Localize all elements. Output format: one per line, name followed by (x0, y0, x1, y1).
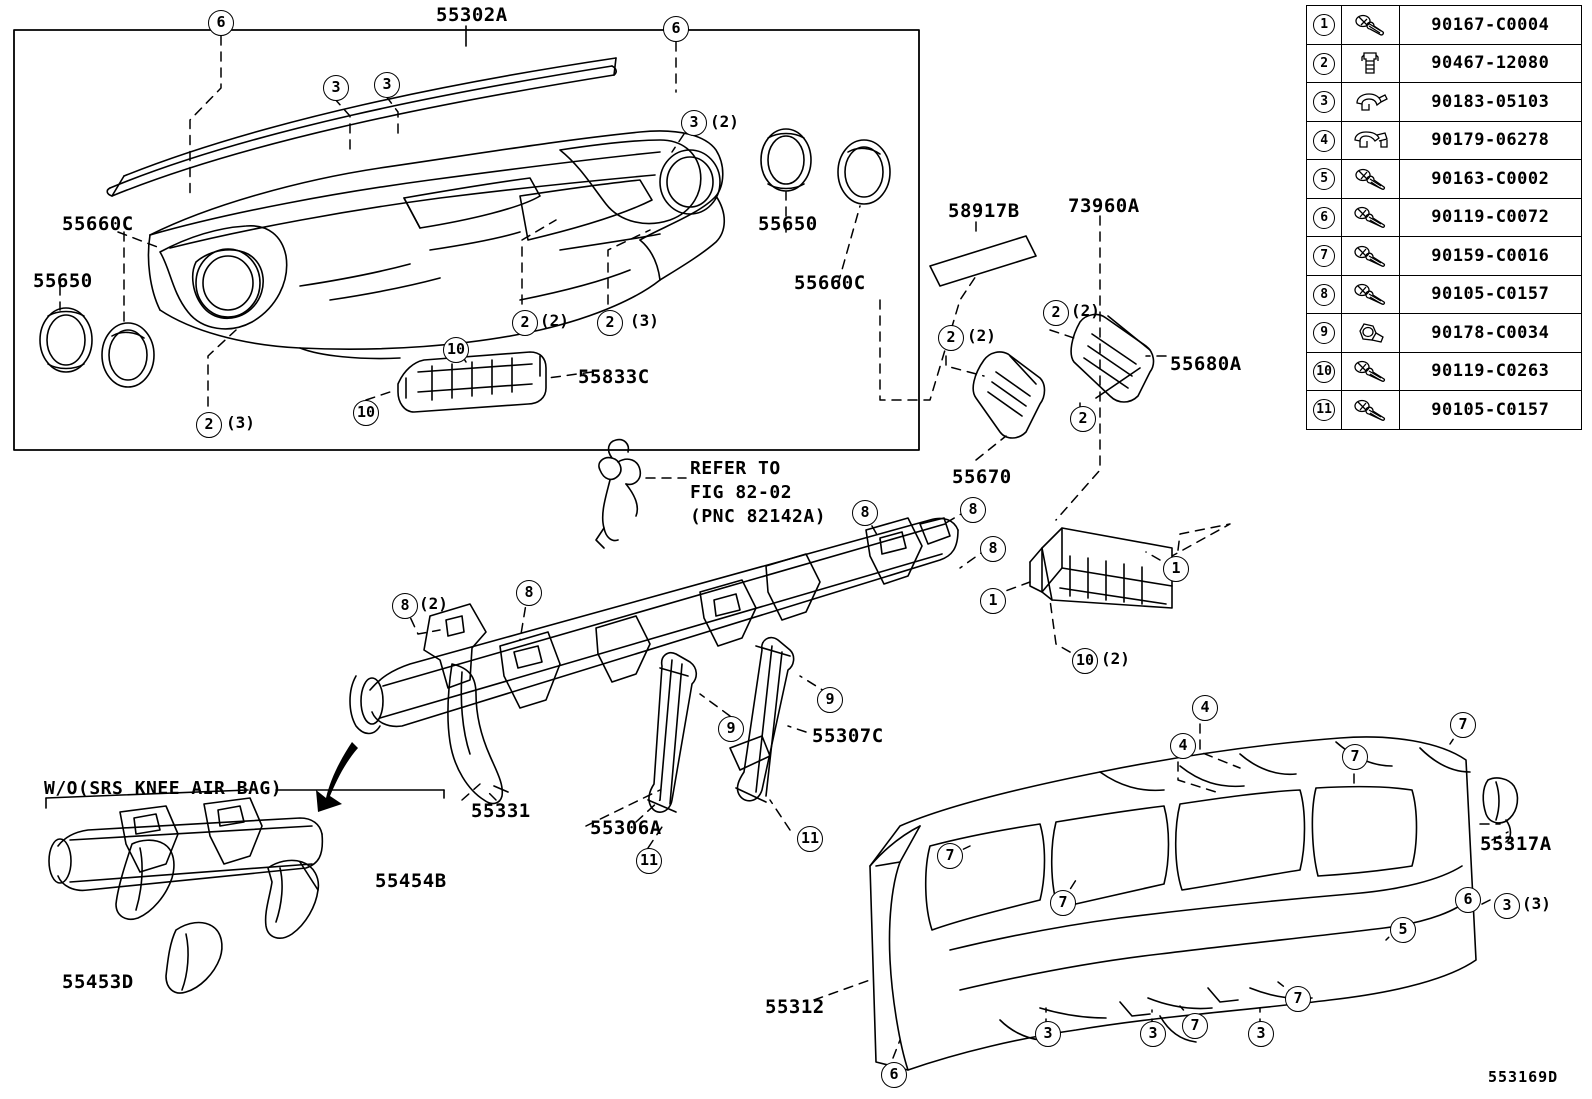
row-number-cell (1307, 198, 1342, 237)
callout-7[interactable]: 7 (1182, 1013, 1208, 1039)
clip-bracket-icon-glyph (1349, 127, 1391, 153)
callout-3[interactable]: 3 (374, 72, 400, 98)
quantity-annotation: (2) (1071, 301, 1100, 320)
part-number: 90119-C0072 (1431, 207, 1550, 228)
part-number: 90178-C0034 (1431, 322, 1550, 343)
bolt-icon (1342, 275, 1399, 314)
callout-2[interactable]: 2 (938, 325, 964, 351)
callout-3[interactable]: 3 (1035, 1021, 1061, 1047)
callout-2[interactable]: 2 (597, 310, 623, 336)
row-number-cell (1307, 44, 1342, 83)
table-row[interactable] (1307, 391, 1582, 430)
part-number: 90467-12080 (1431, 53, 1550, 74)
part-label-55307C: 55307C (812, 725, 884, 747)
callout-3[interactable]: 3 (1248, 1021, 1274, 1047)
row-number: 7 (1313, 245, 1335, 267)
callout-8[interactable]: 8 (980, 536, 1006, 562)
clamp-icon (1342, 83, 1399, 122)
callout-7[interactable]: 7 (1285, 986, 1311, 1012)
part-label-55312: 55312 (765, 996, 825, 1018)
callout-11[interactable]: 11 (797, 826, 823, 852)
callout-7[interactable]: 7 (1050, 890, 1076, 916)
callout-8[interactable]: 8 (392, 593, 418, 619)
row-number: 4 (1313, 130, 1335, 152)
row-number: 8 (1313, 284, 1335, 306)
callout-4[interactable]: 4 (1170, 733, 1196, 759)
part-number-cell (1399, 314, 1581, 353)
callout-8[interactable]: 8 (516, 580, 542, 606)
screw-icon (1342, 160, 1399, 199)
quantity-annotation: (2) (540, 311, 569, 330)
part-number-cell (1399, 160, 1581, 199)
callout-6[interactable]: 6 (1455, 887, 1481, 913)
part-label-55317A: 55317A (1480, 833, 1552, 855)
part-label-58917B: 58917B (948, 200, 1020, 222)
refer-note-line2: FIG 82-02 (690, 482, 793, 503)
row-number-cell (1307, 275, 1342, 314)
part-label-55660C-right: 55660C (794, 272, 866, 294)
callout-3[interactable]: 3 (1494, 893, 1520, 919)
part-number: 90163-C0002 (1431, 168, 1550, 189)
diagram-code: 553169D (1488, 1068, 1559, 1086)
clip-icon (1342, 44, 1399, 83)
callout-6[interactable]: 6 (663, 16, 689, 42)
part-number: 90105-C0157 (1431, 399, 1550, 420)
row-number-cell (1307, 6, 1342, 45)
bolt-icon-glyph (1350, 281, 1390, 307)
part-label-55833C: 55833C (578, 366, 650, 388)
part-label-73960A: 73960A (1068, 195, 1140, 217)
row-number: 3 (1313, 91, 1335, 113)
part-label-55650-right: 55650 (758, 213, 818, 235)
quantity-annotation: (2) (710, 112, 739, 131)
bolt-icon-glyph (1350, 243, 1390, 269)
screw-icon-glyph (1350, 166, 1390, 192)
table-row[interactable] (1307, 314, 1582, 353)
table-row[interactable] (1307, 6, 1582, 45)
row-number: 11 (1313, 399, 1335, 421)
row-number-cell (1307, 391, 1342, 430)
callout-3[interactable]: 3 (323, 75, 349, 101)
callout-1[interactable]: 1 (980, 588, 1006, 614)
parts-legend-table (1306, 5, 1582, 430)
callout-5[interactable]: 5 (1390, 917, 1416, 943)
row-number: 5 (1313, 168, 1335, 190)
bolt-icon-glyph (1350, 204, 1390, 230)
table-row[interactable] (1307, 237, 1582, 276)
table-row[interactable] (1307, 198, 1582, 237)
part-number-cell (1399, 83, 1581, 122)
part-label-55660C-top: 55660C (62, 213, 134, 235)
quantity-annotation: (2) (1101, 649, 1130, 668)
row-number: 1 (1313, 14, 1335, 36)
table-row[interactable] (1307, 160, 1582, 199)
part-number-cell (1399, 237, 1581, 276)
part-number: 90179-06278 (1431, 130, 1550, 151)
table-row[interactable] (1307, 83, 1582, 122)
quantity-annotation: (2) (419, 594, 448, 613)
table-row[interactable] (1307, 275, 1582, 314)
part-number-cell (1399, 275, 1581, 314)
row-number-cell (1307, 314, 1342, 353)
part-number: 90183-05103 (1431, 91, 1550, 112)
row-number: 10 (1313, 361, 1335, 383)
variant-note: W/O(SRS KNEE AIR BAG) (44, 778, 283, 799)
callout-10[interactable]: 10 (353, 400, 379, 426)
bolt-icon (1342, 198, 1399, 237)
refer-note-line1: REFER TO (690, 458, 781, 479)
part-label-55453D: 55453D (62, 971, 134, 993)
part-number-cell (1399, 198, 1581, 237)
row-number-cell (1307, 121, 1342, 160)
clip-bracket-icon (1342, 121, 1399, 160)
part-number: 90159-C0016 (1431, 245, 1550, 266)
part-number: 90105-C0157 (1431, 284, 1550, 305)
table-row[interactable] (1307, 352, 1582, 391)
bolt-icon (1342, 237, 1399, 276)
table-row[interactable] (1307, 44, 1582, 83)
part-number-cell (1399, 352, 1581, 391)
callout-9[interactable]: 9 (718, 716, 744, 742)
part-label-55650-left: 55650 (33, 270, 93, 292)
callout-9[interactable]: 9 (817, 687, 843, 713)
part-label-55306A: 55306A (590, 817, 662, 839)
callout-4[interactable]: 4 (1192, 695, 1218, 721)
quantity-annotation: (3) (226, 413, 255, 432)
callout-8[interactable]: 8 (960, 497, 986, 523)
callout-10[interactable]: 10 (1072, 648, 1098, 674)
quantity-annotation: (2) (967, 326, 996, 345)
callout-2[interactable]: 2 (196, 412, 222, 438)
callout-8[interactable]: 8 (852, 500, 878, 526)
refer-note-line3: (PNC 82142A) (690, 506, 827, 527)
row-number: 6 (1313, 207, 1335, 229)
callout-7[interactable]: 7 (937, 843, 963, 869)
row-number: 2 (1313, 53, 1335, 75)
callout-3[interactable]: 3 (681, 110, 707, 136)
part-label-55302A: 55302A (436, 4, 508, 26)
nut-icon-glyph (1350, 320, 1390, 346)
bolt-icon-glyph (1350, 397, 1390, 423)
callout-2[interactable]: 2 (1070, 406, 1096, 432)
part-number-cell (1399, 391, 1581, 430)
clamp-icon-glyph (1349, 89, 1391, 115)
part-number-cell (1399, 44, 1581, 83)
bolt-icon (1342, 352, 1399, 391)
bolt-icon (1342, 391, 1399, 430)
callout-10[interactable]: 10 (443, 337, 469, 363)
bolt-washer-icon-glyph (1350, 12, 1390, 38)
callout-2[interactable]: 2 (512, 310, 538, 336)
row-number-cell (1307, 237, 1342, 276)
row-number-cell (1307, 160, 1342, 199)
callout-11[interactable]: 11 (636, 848, 662, 874)
callout-2[interactable]: 2 (1043, 300, 1069, 326)
quantity-annotation: (3) (630, 311, 659, 330)
part-number: 90119-C0263 (1431, 361, 1550, 382)
callout-6[interactable]: 6 (208, 10, 234, 36)
nut-icon (1342, 314, 1399, 353)
bolt-washer-icon (1342, 6, 1399, 45)
callout-7[interactable]: 7 (1450, 712, 1476, 738)
callout-3[interactable]: 3 (1140, 1021, 1166, 1047)
part-number-cell (1399, 121, 1581, 160)
clip-icon-glyph (1350, 49, 1390, 77)
callout-1[interactable]: 1 (1163, 556, 1189, 582)
part-label-55680A: 55680A (1170, 353, 1242, 375)
part-number: 90167-C0004 (1431, 14, 1550, 35)
row-number-cell (1307, 83, 1342, 122)
part-label-55670: 55670 (952, 466, 1012, 488)
row-number: 9 (1313, 322, 1335, 344)
quantity-annotation: (3) (1522, 894, 1551, 913)
callout-6[interactable]: 6 (881, 1062, 907, 1088)
callout-7[interactable]: 7 (1342, 744, 1368, 770)
part-label-55331: 55331 (471, 800, 531, 822)
bolt-icon-glyph (1350, 358, 1390, 384)
table-row[interactable] (1307, 121, 1582, 160)
part-label-55454B: 55454B (375, 870, 447, 892)
row-number-cell (1307, 352, 1342, 391)
part-number-cell (1399, 6, 1581, 45)
